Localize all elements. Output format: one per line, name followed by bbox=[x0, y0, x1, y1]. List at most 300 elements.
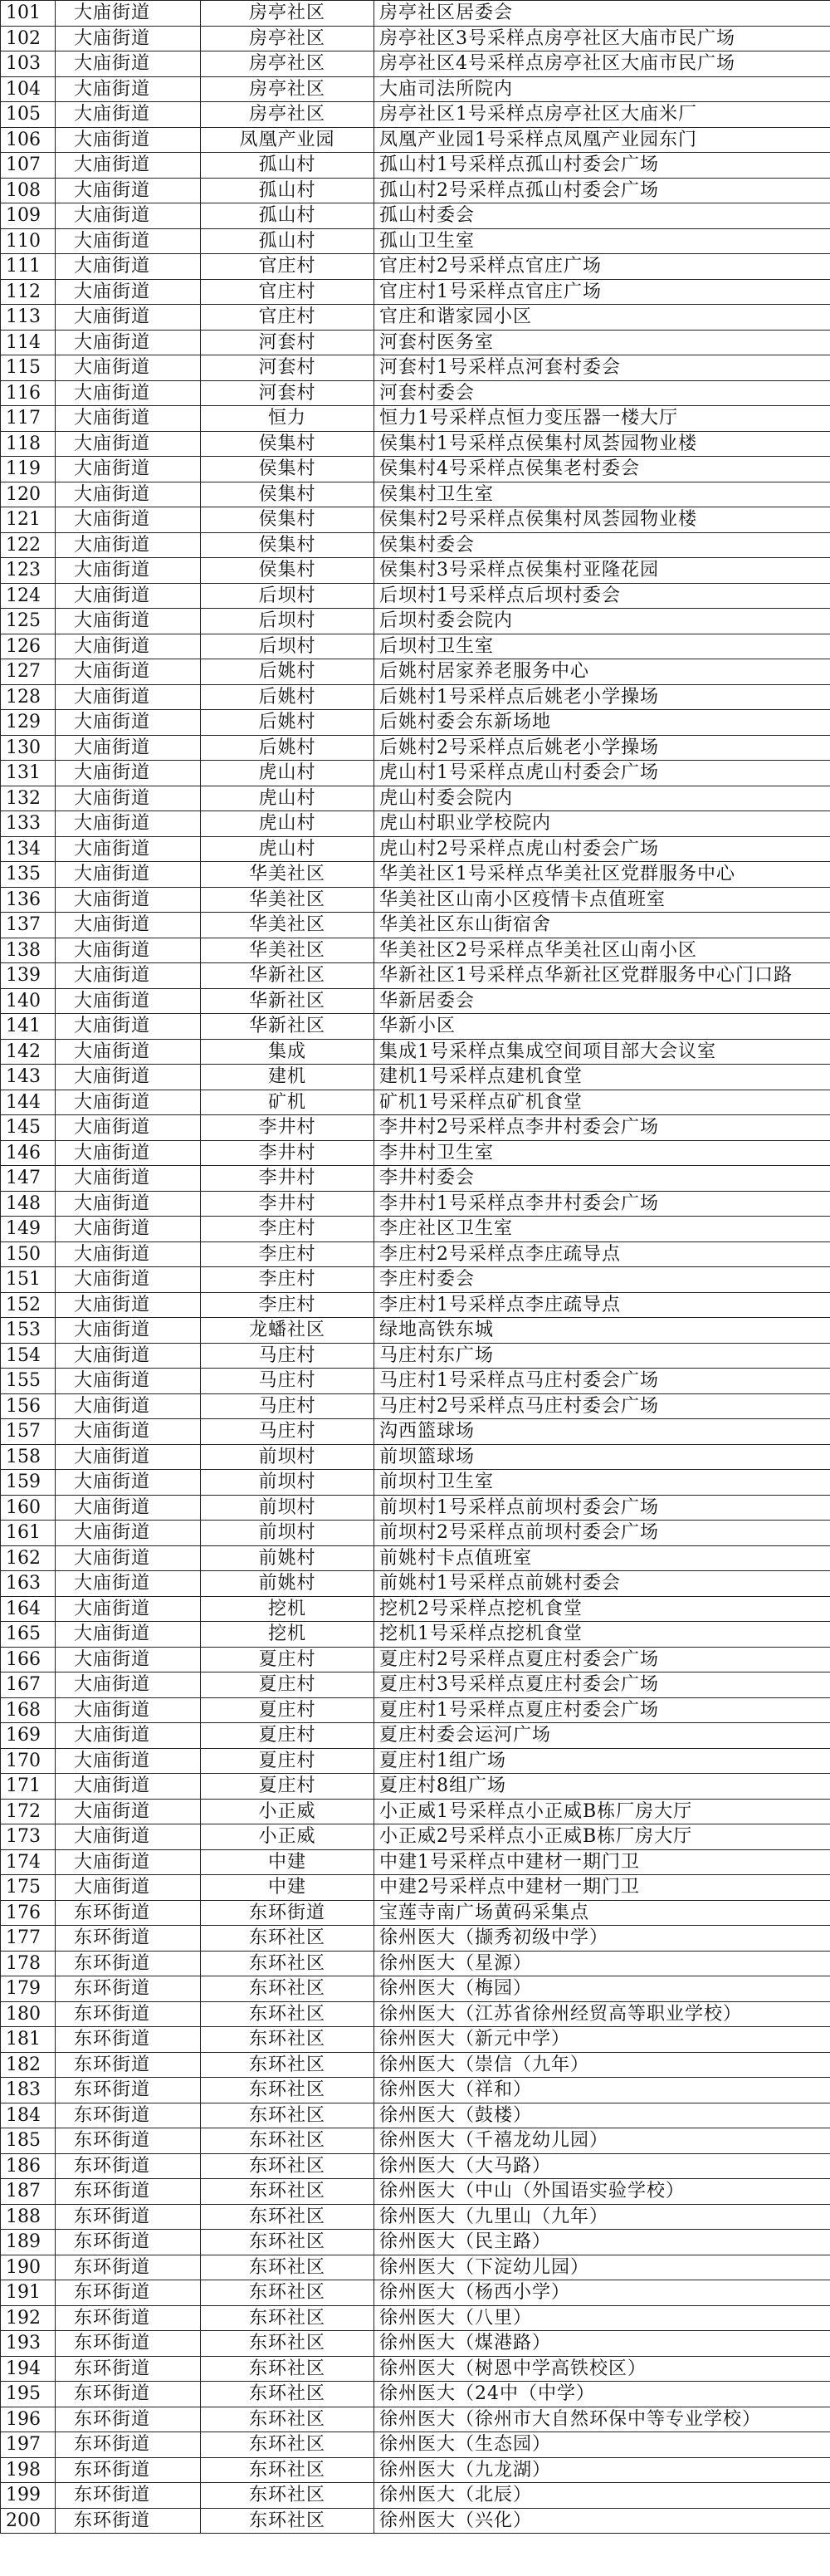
community-cell: 前坝村 bbox=[201, 1444, 374, 1470]
street-cell: 大庙街道 bbox=[56, 406, 201, 432]
community-cell: 李井村 bbox=[201, 1140, 374, 1166]
street-cell: 大庙街道 bbox=[56, 178, 201, 203]
community-cell: 后姚村 bbox=[201, 659, 374, 685]
row-number-cell: 186 bbox=[1, 2153, 56, 2179]
row-number-cell: 192 bbox=[1, 2305, 56, 2331]
table-row bbox=[1, 2382, 830, 2407]
row-number-cell: 114 bbox=[1, 330, 56, 355]
community-cell: 夏庄村 bbox=[201, 1672, 374, 1698]
table-row bbox=[1, 2356, 830, 2382]
site-cell: 侯集村3号采样点侯集村亚隆花园 bbox=[374, 558, 830, 584]
table-row bbox=[1, 2204, 830, 2230]
street-cell: 东环街道 bbox=[56, 1951, 201, 1976]
community-cell: 马庄村 bbox=[201, 1343, 374, 1369]
table-row bbox=[1, 507, 830, 533]
community-cell: 河套村 bbox=[201, 330, 374, 355]
street-cell: 东环街道 bbox=[56, 2280, 201, 2306]
table-row bbox=[1, 1799, 830, 1824]
site-cell: 华美社区东山街宿舍 bbox=[374, 913, 830, 938]
site-cell: 侯集村委会 bbox=[374, 532, 830, 558]
row-number-cell: 110 bbox=[1, 228, 56, 254]
site-cell: 徐州医大（撷秀初级中学） bbox=[374, 1926, 830, 1952]
site-cell: 夏庄村2号采样点夏庄村委会广场 bbox=[374, 1647, 830, 1672]
site-cell: 夏庄村1号采样点夏庄村委会广场 bbox=[374, 1697, 830, 1723]
street-cell: 大庙街道 bbox=[56, 1267, 201, 1293]
table-row bbox=[1, 482, 830, 507]
community-cell: 孤山村 bbox=[201, 228, 374, 254]
community-cell: 前姚村 bbox=[201, 1545, 374, 1571]
street-cell: 大庙街道 bbox=[56, 1292, 201, 1318]
site-cell: 徐州医大（崇信（九年） bbox=[374, 2052, 830, 2078]
street-cell: 大庙街道 bbox=[56, 887, 201, 913]
site-cell: 前姚村1号采样点前姚村委会 bbox=[374, 1571, 830, 1597]
community-cell: 东环社区 bbox=[201, 1951, 374, 1976]
community-cell: 孤山村 bbox=[201, 178, 374, 203]
row-number-cell: 176 bbox=[1, 1900, 56, 1926]
community-cell: 前姚村 bbox=[201, 1571, 374, 1597]
community-cell: 后坝村 bbox=[201, 634, 374, 659]
site-cell: 房亭社区1号采样点房亭社区大庙米厂 bbox=[374, 102, 830, 128]
table-row bbox=[1, 1596, 830, 1622]
street-cell: 东环街道 bbox=[56, 2407, 201, 2432]
street-cell: 东环街道 bbox=[56, 2483, 201, 2509]
row-number-cell: 157 bbox=[1, 1419, 56, 1445]
street-cell: 大庙街道 bbox=[56, 1824, 201, 1850]
street-cell: 东环街道 bbox=[56, 2356, 201, 2382]
street-cell: 大庙街道 bbox=[56, 836, 201, 862]
row-number-cell: 151 bbox=[1, 1267, 56, 1293]
community-cell: 李井村 bbox=[201, 1166, 374, 1192]
community-cell: 前坝村 bbox=[201, 1470, 374, 1496]
table-row bbox=[1, 1267, 830, 1293]
site-cell: 后姚村2号采样点后姚老小学操场 bbox=[374, 735, 830, 761]
community-cell: 东环社区 bbox=[201, 2128, 374, 2154]
street-cell: 大庙街道 bbox=[56, 532, 201, 558]
row-number-cell: 112 bbox=[1, 279, 56, 305]
table-row bbox=[1, 2001, 830, 2027]
street-cell: 大庙街道 bbox=[56, 1090, 201, 1115]
row-number-cell: 185 bbox=[1, 2128, 56, 2154]
street-cell: 东环街道 bbox=[56, 2078, 201, 2103]
row-number-cell: 125 bbox=[1, 609, 56, 634]
street-cell: 东环街道 bbox=[56, 2255, 201, 2280]
community-cell: 房亭社区 bbox=[201, 76, 374, 102]
site-cell: 李庄村1号采样点李庄疏导点 bbox=[374, 1292, 830, 1318]
community-cell: 建机 bbox=[201, 1065, 374, 1090]
row-number-cell: 138 bbox=[1, 938, 56, 963]
table-row bbox=[1, 1926, 830, 1952]
row-number-cell: 122 bbox=[1, 532, 56, 558]
site-cell: 后姚村委会东新场地 bbox=[374, 710, 830, 736]
table-row bbox=[1, 254, 830, 280]
table-row bbox=[1, 1241, 830, 1267]
street-cell: 东环街道 bbox=[56, 2103, 201, 2128]
street-cell: 大庙街道 bbox=[56, 1115, 201, 1141]
row-number-cell: 169 bbox=[1, 1723, 56, 1749]
community-cell: 东环社区 bbox=[201, 2382, 374, 2407]
street-cell: 东环街道 bbox=[56, 2179, 201, 2205]
table-row bbox=[1, 1647, 830, 1672]
street-cell: 大庙街道 bbox=[56, 1875, 201, 1901]
table-row bbox=[1, 1672, 830, 1698]
community-cell: 后姚村 bbox=[201, 710, 374, 736]
community-cell: 官庄村 bbox=[201, 279, 374, 305]
street-cell: 大庙街道 bbox=[56, 1140, 201, 1166]
site-cell: 徐州医大（中山（外国语实验学校） bbox=[374, 2179, 830, 2205]
community-cell: 夏庄村 bbox=[201, 1774, 374, 1800]
street-cell: 大庙街道 bbox=[56, 1343, 201, 1369]
site-cell: 宝莲寺南广场黄码采集点 bbox=[374, 1900, 830, 1926]
row-number-cell: 195 bbox=[1, 2382, 56, 2407]
row-number-cell: 113 bbox=[1, 305, 56, 331]
table-row bbox=[1, 836, 830, 862]
community-cell: 东环社区 bbox=[201, 2078, 374, 2103]
community-cell: 华新社区 bbox=[201, 963, 374, 989]
street-cell: 大庙街道 bbox=[56, 1217, 201, 1242]
table-row bbox=[1, 2280, 830, 2306]
street-cell: 大庙街道 bbox=[56, 1014, 201, 1040]
site-cell: 李庄社区卫生室 bbox=[374, 1217, 830, 1242]
site-cell: 徐州医大（北辰） bbox=[374, 2483, 830, 2509]
table-row bbox=[1, 938, 830, 963]
table-row bbox=[1, 2052, 830, 2078]
site-cell: 绿地高铁东城 bbox=[374, 1318, 830, 1344]
street-cell: 大庙街道 bbox=[56, 684, 201, 710]
row-number-cell: 108 bbox=[1, 178, 56, 203]
row-number-cell: 165 bbox=[1, 1622, 56, 1648]
street-cell: 东环街道 bbox=[56, 1900, 201, 1926]
community-cell: 挖机 bbox=[201, 1596, 374, 1622]
street-cell: 大庙街道 bbox=[56, 1545, 201, 1571]
street-cell: 大庙街道 bbox=[56, 1191, 201, 1217]
row-number-cell: 101 bbox=[1, 1, 56, 27]
row-number-cell: 166 bbox=[1, 1647, 56, 1672]
table-row bbox=[1, 1065, 830, 1090]
site-cell: 华美社区1号采样点华美社区党群服务中心 bbox=[374, 862, 830, 888]
site-cell: 华美社区2号采样点华美社区山南小区 bbox=[374, 938, 830, 963]
community-cell: 虎山村 bbox=[201, 836, 374, 862]
community-cell: 李井村 bbox=[201, 1191, 374, 1217]
table-row bbox=[1, 330, 830, 355]
row-number-cell: 148 bbox=[1, 1191, 56, 1217]
site-cell: 前姚村卡点值班室 bbox=[374, 1545, 830, 1571]
street-cell: 大庙街道 bbox=[56, 1495, 201, 1521]
community-cell: 东环社区 bbox=[201, 2483, 374, 2509]
street-cell: 大庙街道 bbox=[56, 1393, 201, 1419]
community-cell: 夏庄村 bbox=[201, 1723, 374, 1749]
site-cell: 虎山村委会院内 bbox=[374, 786, 830, 811]
table-row bbox=[1, 735, 830, 761]
row-number-cell: 136 bbox=[1, 887, 56, 913]
street-cell: 大庙街道 bbox=[56, 1419, 201, 1445]
site-cell: 虎山村1号采样点虎山村委会广场 bbox=[374, 761, 830, 786]
row-number-cell: 132 bbox=[1, 786, 56, 811]
row-number-cell: 194 bbox=[1, 2356, 56, 2382]
table-row bbox=[1, 710, 830, 736]
row-number-cell: 197 bbox=[1, 2432, 56, 2458]
table-row bbox=[1, 457, 830, 482]
table-row bbox=[1, 1, 830, 27]
table-row bbox=[1, 1976, 830, 2002]
community-cell: 房亭社区 bbox=[201, 51, 374, 77]
street-cell: 大庙街道 bbox=[56, 1521, 201, 1546]
community-cell: 侯集村 bbox=[201, 507, 374, 533]
community-cell: 后姚村 bbox=[201, 684, 374, 710]
site-cell: 虎山村职业学校院内 bbox=[374, 811, 830, 837]
community-cell: 虎山村 bbox=[201, 811, 374, 837]
site-cell: 夏庄村8组广场 bbox=[374, 1774, 830, 1800]
street-cell: 大庙街道 bbox=[56, 507, 201, 533]
site-cell: 李井村委会 bbox=[374, 1166, 830, 1192]
street-cell: 大庙街道 bbox=[56, 1571, 201, 1597]
street-cell: 大庙街道 bbox=[56, 988, 201, 1014]
site-cell: 马庄村1号采样点马庄村委会广场 bbox=[374, 1369, 830, 1394]
street-cell: 大庙街道 bbox=[56, 1723, 201, 1749]
site-cell: 小正威1号采样点小正威B栋厂房大厅 bbox=[374, 1799, 830, 1824]
row-number-cell: 198 bbox=[1, 2457, 56, 2483]
row-number-cell: 189 bbox=[1, 2230, 56, 2255]
table-row bbox=[1, 26, 830, 51]
street-cell: 大庙街道 bbox=[56, 457, 201, 482]
site-cell: 官庄村1号采样点官庄广场 bbox=[374, 279, 830, 305]
table-row bbox=[1, 51, 830, 77]
table-row bbox=[1, 1521, 830, 1546]
table-row bbox=[1, 887, 830, 913]
row-number-cell: 163 bbox=[1, 1571, 56, 1597]
street-cell: 东环街道 bbox=[56, 2052, 201, 2078]
site-cell: 中建2号采样点中建材一期门卫 bbox=[374, 1875, 830, 1901]
table-row bbox=[1, 1369, 830, 1394]
community-cell: 东环社区 bbox=[201, 2027, 374, 2053]
community-cell: 东环社区 bbox=[201, 2103, 374, 2128]
table-row bbox=[1, 431, 830, 457]
table-row bbox=[1, 609, 830, 634]
table-row bbox=[1, 913, 830, 938]
community-cell: 华新社区 bbox=[201, 1014, 374, 1040]
row-number-cell: 116 bbox=[1, 380, 56, 406]
community-cell: 小正威 bbox=[201, 1799, 374, 1824]
table-row bbox=[1, 2508, 830, 2534]
table-row bbox=[1, 1723, 830, 1749]
street-cell: 东环街道 bbox=[56, 1926, 201, 1952]
table-row bbox=[1, 1875, 830, 1901]
site-cell: 侯集村卫生室 bbox=[374, 482, 830, 507]
row-number-cell: 135 bbox=[1, 862, 56, 888]
street-cell: 大庙街道 bbox=[56, 609, 201, 634]
table-row bbox=[1, 1217, 830, 1242]
row-number-cell: 121 bbox=[1, 507, 56, 533]
community-cell: 官庄村 bbox=[201, 254, 374, 280]
row-number-cell: 117 bbox=[1, 406, 56, 432]
row-number-cell: 164 bbox=[1, 1596, 56, 1622]
street-cell: 东环街道 bbox=[56, 1976, 201, 2002]
site-cell: 矿机1号采样点矿机食堂 bbox=[374, 1090, 830, 1115]
street-cell: 大庙街道 bbox=[56, 127, 201, 153]
row-number-cell: 118 bbox=[1, 431, 56, 457]
community-cell: 凤凰产业园 bbox=[201, 127, 374, 153]
site-cell: 前坝篮球场 bbox=[374, 1444, 830, 1470]
row-number-cell: 149 bbox=[1, 1217, 56, 1242]
table-row bbox=[1, 1774, 830, 1800]
table-row bbox=[1, 1318, 830, 1344]
community-cell: 东环社区 bbox=[201, 2305, 374, 2331]
street-cell: 东环街道 bbox=[56, 2230, 201, 2255]
site-cell: 前坝村2号采样点前坝村委会广场 bbox=[374, 1521, 830, 1546]
table-row bbox=[1, 2331, 830, 2357]
row-number-cell: 167 bbox=[1, 1672, 56, 1698]
community-cell: 东环社区 bbox=[201, 2331, 374, 2357]
table-row bbox=[1, 203, 830, 229]
row-number-cell: 106 bbox=[1, 127, 56, 153]
site-cell: 华新居委会 bbox=[374, 988, 830, 1014]
street-cell: 大庙街道 bbox=[56, 279, 201, 305]
row-number-cell: 200 bbox=[1, 2508, 56, 2534]
street-cell: 东环街道 bbox=[56, 2128, 201, 2154]
street-cell: 大庙街道 bbox=[56, 76, 201, 102]
row-number-cell: 120 bbox=[1, 482, 56, 507]
row-number-cell: 183 bbox=[1, 2078, 56, 2103]
row-number-cell: 129 bbox=[1, 710, 56, 736]
row-number-cell: 102 bbox=[1, 26, 56, 51]
site-cell: 徐州医大（树恩中学高铁校区） bbox=[374, 2356, 830, 2382]
row-number-cell: 153 bbox=[1, 1318, 56, 1344]
street-cell: 大庙街道 bbox=[56, 380, 201, 406]
table-row bbox=[1, 532, 830, 558]
street-cell: 大庙街道 bbox=[56, 1470, 201, 1496]
street-cell: 东环街道 bbox=[56, 2027, 201, 2053]
community-cell: 侯集村 bbox=[201, 457, 374, 482]
street-cell: 大庙街道 bbox=[56, 558, 201, 584]
table-row bbox=[1, 1166, 830, 1192]
table-row bbox=[1, 1292, 830, 1318]
community-cell: 东环社区 bbox=[201, 2432, 374, 2458]
row-number-cell: 109 bbox=[1, 203, 56, 229]
table-row bbox=[1, 355, 830, 381]
site-cell: 前坝村卫生室 bbox=[374, 1470, 830, 1496]
row-number-cell: 107 bbox=[1, 153, 56, 179]
row-number-cell: 139 bbox=[1, 963, 56, 989]
table-row bbox=[1, 1622, 830, 1648]
table-row bbox=[1, 2255, 830, 2280]
site-cell: 河套村委会 bbox=[374, 380, 830, 406]
community-cell: 李庄村 bbox=[201, 1267, 374, 1293]
site-cell: 侯集村4号采样点侯集老村委会 bbox=[374, 457, 830, 482]
site-cell: 小正威2号采样点小正威B栋厂房大厅 bbox=[374, 1824, 830, 1850]
site-cell: 马庄村2号采样点马庄村委会广场 bbox=[374, 1393, 830, 1419]
table-row bbox=[1, 811, 830, 837]
site-cell: 孤山村委会 bbox=[374, 203, 830, 229]
row-number-cell: 181 bbox=[1, 2027, 56, 2053]
community-cell: 夏庄村 bbox=[201, 1748, 374, 1774]
street-cell: 大庙街道 bbox=[56, 1444, 201, 1470]
site-cell: 孤山村2号采样点孤山村委会广场 bbox=[374, 178, 830, 203]
site-cell: 侯集村1号采样点侯集村凤荟园物业楼 bbox=[374, 431, 830, 457]
site-cell: 徐州医大（祥和） bbox=[374, 2078, 830, 2103]
table-row bbox=[1, 2457, 830, 2483]
table-row bbox=[1, 2078, 830, 2103]
row-number-cell: 119 bbox=[1, 457, 56, 482]
site-cell: 华新社区1号采样点华新社区党群服务中心门口路 bbox=[374, 963, 830, 989]
street-cell: 东环街道 bbox=[56, 2153, 201, 2179]
row-number-cell: 168 bbox=[1, 1697, 56, 1723]
table-row bbox=[1, 380, 830, 406]
table-row bbox=[1, 1900, 830, 1926]
row-number-cell: 143 bbox=[1, 1065, 56, 1090]
table-row bbox=[1, 1824, 830, 1850]
table-row bbox=[1, 786, 830, 811]
street-cell: 大庙街道 bbox=[56, 1065, 201, 1090]
street-cell: 大庙街道 bbox=[56, 228, 201, 254]
row-number-cell: 130 bbox=[1, 735, 56, 761]
community-cell: 后姚村 bbox=[201, 735, 374, 761]
community-cell: 侯集村 bbox=[201, 431, 374, 457]
community-cell: 矿机 bbox=[201, 1090, 374, 1115]
row-number-cell: 182 bbox=[1, 2052, 56, 2078]
table-row bbox=[1, 1697, 830, 1723]
community-cell: 李井村 bbox=[201, 1115, 374, 1141]
table-body bbox=[1, 1, 830, 2534]
row-number-cell: 199 bbox=[1, 2483, 56, 2509]
community-cell: 东环社区 bbox=[201, 2407, 374, 2432]
street-cell: 大庙街道 bbox=[56, 938, 201, 963]
community-cell: 虎山村 bbox=[201, 786, 374, 811]
row-number-cell: 171 bbox=[1, 1774, 56, 1800]
table-row bbox=[1, 1393, 830, 1419]
site-cell: 徐州医大（杨西小学） bbox=[374, 2280, 830, 2306]
site-cell: 沟西篮球场 bbox=[374, 1419, 830, 1445]
row-number-cell: 140 bbox=[1, 988, 56, 1014]
site-cell: 前坝村1号采样点前坝村委会广场 bbox=[374, 1495, 830, 1521]
community-cell: 虎山村 bbox=[201, 761, 374, 786]
street-cell: 大庙街道 bbox=[56, 203, 201, 229]
street-cell: 东环街道 bbox=[56, 2204, 201, 2230]
row-number-cell: 172 bbox=[1, 1799, 56, 1824]
street-cell: 大庙街道 bbox=[56, 305, 201, 331]
row-number-cell: 128 bbox=[1, 684, 56, 710]
street-cell: 大庙街道 bbox=[56, 1748, 201, 1774]
table-row bbox=[1, 2128, 830, 2154]
street-cell: 东环街道 bbox=[56, 2001, 201, 2027]
community-cell: 东环社区 bbox=[201, 2508, 374, 2534]
table-row bbox=[1, 1419, 830, 1445]
table-row bbox=[1, 1039, 830, 1065]
table-row bbox=[1, 153, 830, 179]
community-cell: 房亭社区 bbox=[201, 102, 374, 128]
community-cell: 华美社区 bbox=[201, 913, 374, 938]
row-number-cell: 179 bbox=[1, 1976, 56, 2002]
site-cell: 徐州医大（徐州市大自然环保中等专业学校） bbox=[374, 2407, 830, 2432]
row-number-cell: 124 bbox=[1, 583, 56, 609]
row-number-cell: 133 bbox=[1, 811, 56, 837]
table-row bbox=[1, 1343, 830, 1369]
site-cell: 华美社区山南小区疫情卡点值班室 bbox=[374, 887, 830, 913]
street-cell: 大庙街道 bbox=[56, 1318, 201, 1344]
community-cell: 东环社区 bbox=[201, 2255, 374, 2280]
community-cell: 东环社区 bbox=[201, 2153, 374, 2179]
row-number-cell: 142 bbox=[1, 1039, 56, 1065]
street-cell: 大庙街道 bbox=[56, 330, 201, 355]
community-cell: 华美社区 bbox=[201, 862, 374, 888]
row-number-cell: 196 bbox=[1, 2407, 56, 2432]
site-cell: 孤山村1号采样点孤山村委会广场 bbox=[374, 153, 830, 179]
community-cell: 东环社区 bbox=[201, 2001, 374, 2027]
street-cell: 大庙街道 bbox=[56, 431, 201, 457]
row-number-cell: 162 bbox=[1, 1545, 56, 1571]
street-cell: 大庙街道 bbox=[56, 1799, 201, 1824]
site-cell: 房亭社区居委会 bbox=[374, 1, 830, 27]
street-cell: 大庙街道 bbox=[56, 963, 201, 989]
row-number-cell: 144 bbox=[1, 1090, 56, 1115]
